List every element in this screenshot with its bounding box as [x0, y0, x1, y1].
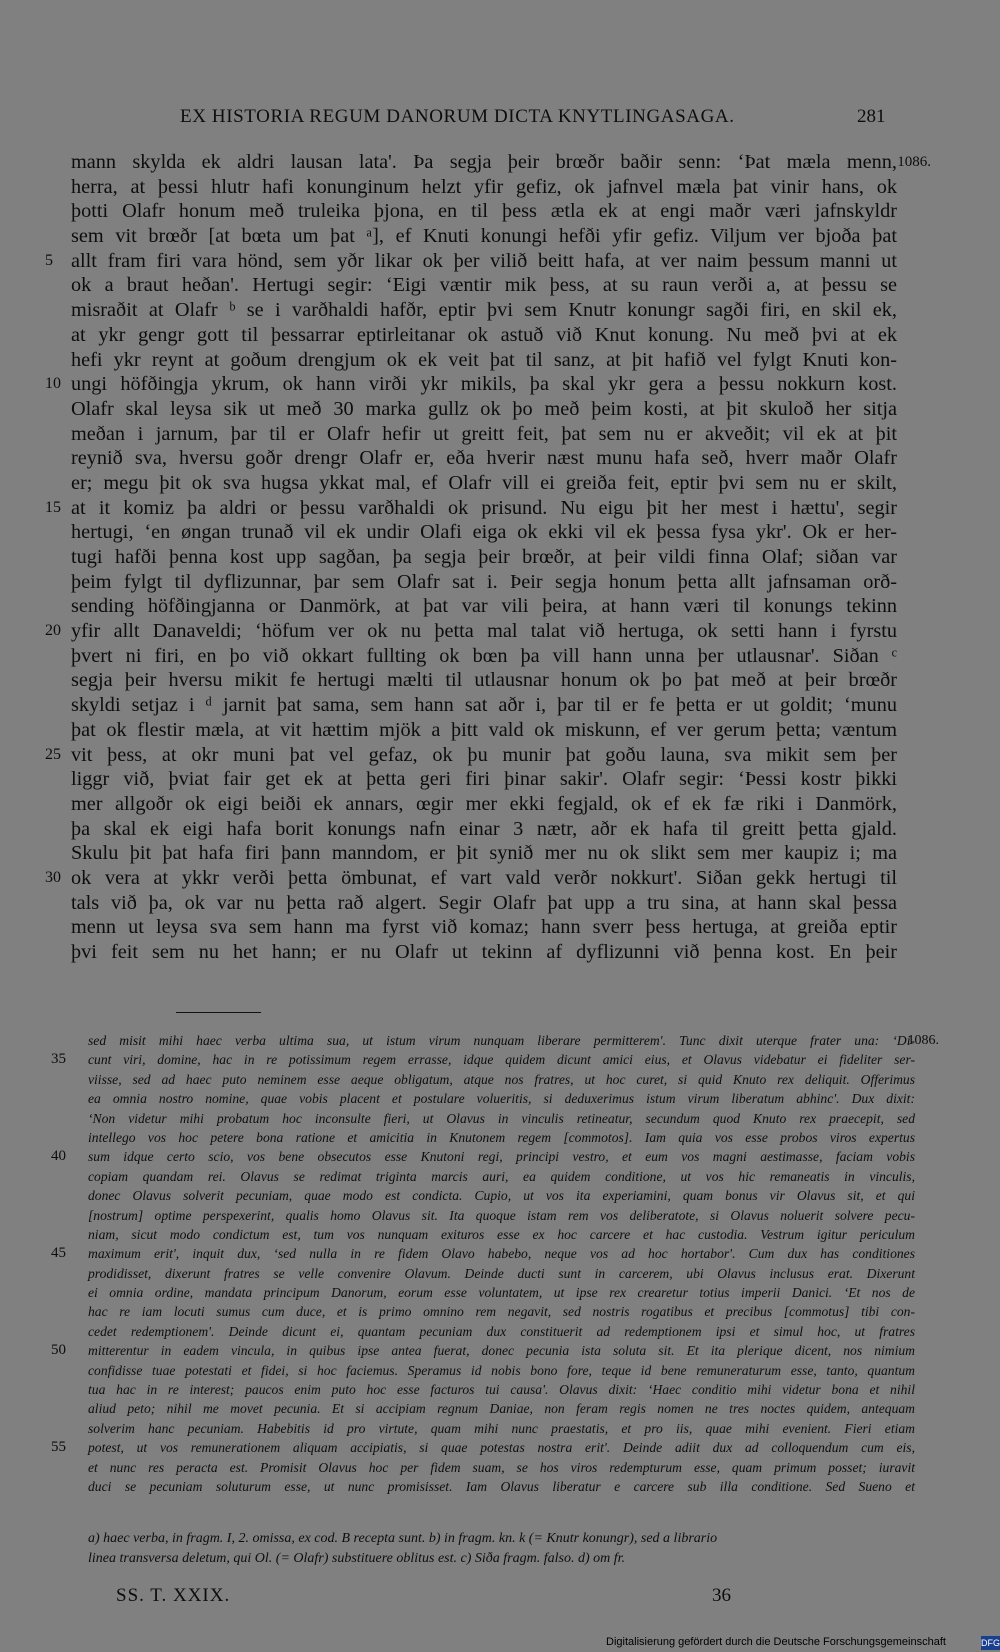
line-number: 55 — [51, 1439, 66, 1456]
funding-note: Digitalisierung gefördert durch die Deutsche Forschungsgemeinschaft — [606, 1636, 946, 1648]
text-line — [45, 496, 897, 521]
page-number: 281 — [857, 106, 886, 127]
sheet-number: 36 — [712, 1585, 731, 1606]
text-line — [71, 224, 897, 249]
text-line — [71, 175, 897, 200]
line-text: donec Olavus solverit pecuniam, quae modo est condicta. Cupio, ut vos ita experiamini, quam bonus vir Olavus sit, et qui — [88, 1188, 915, 1204]
line-text: ok a braut heðan'. Hertugi segir: ‘Eigi væntir mik þess, at su raun verði a, at þessu se — [71, 274, 897, 297]
line-text: þvi feit sem nu het hann; er nu Olafr ut tekinn af dyflizunni við þenna kost. En þeir — [71, 941, 897, 963]
line-text: þotti Olafr honum með truleika þjona, en til þess ætla ek at engi maðr væri jafnskyldr — [71, 200, 897, 223]
latin-line — [88, 1167, 915, 1186]
text-line — [45, 372, 897, 397]
latin-line — [88, 1283, 915, 1302]
line-text: duci se pecuniam soluturum esse, ut nunc promisisset. Iam Olavus liberatur e carcere sub illa conditione. Sed Sueno et — [88, 1478, 915, 1494]
line-text: þeim fylgt til dyflizunnar, þar sem Olafr sat i. Þeir segja honum þetta allt jafnsaman orð- — [71, 570, 897, 593]
text-line — [71, 693, 897, 718]
latin-line — [88, 1109, 915, 1128]
text-line — [71, 668, 897, 693]
text-line — [71, 841, 897, 866]
text-line — [71, 545, 897, 570]
text-line — [71, 348, 897, 373]
line-text: intellego vos hoc petere bona ratione et amicitia in Knutonem regem [commotos]. Iam quia vos esse probos viros expertus — [88, 1129, 915, 1145]
latin-line — [88, 1264, 915, 1283]
margin-year: 1086. — [897, 154, 931, 170]
line-text: Skulu þit þat hafa firi þann manndom, er þit synið mer nu ok slikt sem mer kaupiz i; ma — [71, 842, 897, 865]
line-text: ‘Non videtur mihi probatum hoc inconsulte fieri, ut Olavus in vinculis retineatur, secundum quod Knuto rex praecepit, sed — [88, 1110, 915, 1126]
line-text: herra, at þessi hlutr hafi konunginum helzt yfir gefiz, ok jafnvel mæla þat vinir hans, ok — [71, 175, 897, 198]
line-text: cunt viri, domine, hac in re potissimum regem errasse, idque quidem dicunt amici eius, et Olavus videbatur ei fideliter ser- — [88, 1052, 915, 1068]
latin-line — [51, 1147, 915, 1166]
text-line — [45, 249, 897, 274]
line-number: 15 — [45, 498, 61, 516]
text-line — [71, 767, 897, 792]
line-number: 5 — [45, 251, 53, 269]
line-text: sem vit brœðr [at bœta um þat ᵃ], ef Knuti konungi hefði yfir gefiz. Viljum ver bjoða þat — [71, 225, 897, 248]
line-number: 20 — [45, 622, 61, 640]
latin-line — [88, 1186, 915, 1205]
line-text: [nostrum] optime perspexerint, qualis homo Olavus sit. Ita quoque istam rem vos deliberatote, si Olavus noluerit solvere pecu- — [88, 1207, 915, 1223]
latin-line — [88, 1361, 915, 1380]
latin-line — [88, 1225, 915, 1244]
line-number: 45 — [51, 1245, 66, 1262]
latin-line — [88, 1477, 915, 1496]
line-text: viisse, sed ad haec puto neminem esse aeque obligatum, atque nos fratres, ut hoc curet, si quid Knuto rex deliquit. Offerimus — [88, 1071, 915, 1087]
line-text: solverim hanc pecuniam. Habebitis id pro virtute, quam mihi nunc praestatis, et pro iis, quae mihi evenient. Fieri etiam — [88, 1420, 915, 1436]
latin-line — [88, 1031, 939, 1050]
line-number: 10 — [45, 375, 61, 393]
line-text: cedet redemptionem'. Deinde dicunt ei, quantam pecuniam dux constituerit ad redemptionem ipsi et simul hoc, ut fratres — [88, 1323, 915, 1339]
latin-translation — [51, 1031, 939, 1496]
text-line — [71, 323, 897, 348]
text-line — [71, 199, 897, 224]
latin-line — [88, 1089, 915, 1108]
line-text: þat ok flestir mæla, at vit hættim mjök a þitt vald ok miskunn, ef ver gerum þetta; væntum — [71, 718, 897, 741]
text-line — [71, 644, 897, 669]
line-number: 25 — [45, 745, 61, 763]
text-line — [71, 397, 897, 422]
line-text: segja þeir hversu mikit fe hertugi mælti til utlausnar honum ok þo þat með at þeir brœðr — [71, 669, 897, 692]
text-line — [71, 891, 897, 916]
text-line — [71, 792, 897, 817]
line-text: misraðit at Olafr ᵇ se i varðhaldi hafðr, eptir þvi sem Knutr konungr sagði firi, en skil ek, — [71, 299, 897, 322]
line-number: 35 — [51, 1051, 66, 1068]
text-line — [71, 520, 897, 545]
running-head: EX HISTORIA REGUM DANORUM DICTA KNYTLINGASAGA. — [180, 106, 735, 127]
line-text: et nunc res peracta est. Promisit Olavus hoc per fidem suam, se hos viros redempturum esse, quam primum posset; iuravit — [88, 1459, 915, 1475]
text-line — [71, 446, 897, 471]
line-text: mer allgoðr ok eigi beiði ek annars, œgir mer ekki fegjald, ok ef ek fæ riki i Danmörk, — [71, 792, 897, 815]
latin-line — [51, 1341, 915, 1360]
line-text: ok vera at ykkr verði þetta ömbunat, ef vart vald verðr nokkurt'. Siðan gekk hertugi til — [71, 866, 897, 889]
line-text: prodidisset, dixerunt fratres se velle convenire Olavum. Deinde ducti sunt in carcerem, ubi Olavus inclusus erat. Dixerunt — [88, 1265, 915, 1281]
line-text: liggr við, þviat fair get ek at þetta geri firi þinar sakir'. Olafr segir: ‘Þessi kostr þikki — [71, 768, 897, 791]
latin-line — [51, 1438, 915, 1457]
note-line: linea transversa deletum, qui Ol. (= Olafr) substituere oblitus est. c) Siða fragm. falso. d) om fr. — [88, 1551, 626, 1566]
latin-line — [88, 1206, 915, 1225]
text-line — [45, 619, 897, 644]
latin-line — [88, 1302, 915, 1321]
line-text: skyldi setjaz i ᵈ jarnit þat sama, sem hann sat aðr i, þar til er fe þetta er ut goldit; ‘munu — [71, 694, 897, 717]
text-line — [71, 471, 897, 496]
latin-line — [88, 1380, 915, 1399]
line-text: tugi hafði þenna kost upp sagðan, þa segja þeir brœðr, at þeir vildi finna Olaf; siðan var — [71, 546, 897, 568]
text-line — [71, 150, 931, 175]
line-text: ea omnia nostro nomine, quae vobis placent et postulare volueritis, si deduxerimus istum virum liberatum abhinc'. Dux dixit: — [88, 1091, 915, 1107]
line-number: 40 — [51, 1148, 66, 1165]
line-text: tua hac in re interest; paucos enim puto hoc esse facturos tui causa'. Olavus dixit: ‘Haec conditio mihi videtur bona et nihil — [88, 1382, 915, 1398]
line-text: mann skylda ek aldri lausan lata'. Þa segja þeir brœðr baðir senn: ‘Þat mæla menn, — [71, 151, 897, 173]
line-text: sed misit mihi haec verba ultima sua, ut istum virum nunquam liberare permitterem'. Tunc dixit uterque frater una: ‘Di- — [88, 1033, 915, 1048]
line-text: þa skal ek eigi hafa borit konungs nafn einar 3 nætr, aðr ek hafa til greitt þetta gjald. — [71, 817, 897, 840]
text-line — [45, 866, 897, 891]
line-text: er; megu þit ok sva hugsa ykkat mal, ef Olafr vill ei greiða feit, eptir þvi sem nu er skilt, — [71, 471, 897, 494]
volume-signature: SS. T. XXIX. — [116, 1585, 231, 1606]
latin-line — [51, 1244, 915, 1263]
latin-line — [88, 1070, 915, 1089]
line-text: maximum erit', inquit dux, ‘sed nulla in re fidem Olavo habebo, neque vos ad hoc hortabor'. Cum dux has conditiones — [88, 1246, 915, 1262]
line-text: sum idque certo scio, vos bene obsecutos esse Knutoni regi, principi vestro, et eum vos magni aestimasse, faciam vobis — [88, 1149, 915, 1165]
line-text: at it komiz þa aldri or þessu varðhaldi ok prisund. Nu eigu þit her mest i hættu', segir — [71, 496, 897, 519]
text-line — [71, 422, 897, 447]
line-text: yfir allt Danaveldi; ‘höfum ver ok nu þetta mal talat við hertuga, ok setti hann i fyrstu — [71, 620, 897, 643]
latin-line — [88, 1399, 915, 1418]
line-text: reynið sva, hversu goðr drengr Olafr er, eða hverir næst munu hafa seð, hverr maðr Olafr — [71, 447, 897, 470]
dfg-logo: DFG — [981, 1638, 1000, 1648]
line-text: hefi ykr reynt at goðum drengjum ok ek veit þat til sanz, at þit hafið vel fylgt Knuti kon- — [71, 348, 897, 371]
margin-year: 1086. — [907, 1033, 939, 1048]
text-line — [71, 940, 897, 965]
text-line — [71, 298, 897, 323]
latin-line — [51, 1050, 915, 1069]
line-text: hac re iam locuti sumus cum duce, et is primo omnino rem negavit, sed nostris rogatibus et precibus [commotus] tibi con- — [88, 1304, 915, 1320]
line-text: confidisse tuae potestati et fidei, si hoc faciemus. Speramus id nobis bono fore, teque id bene remuneraturum esse, tanto, quantum — [88, 1362, 915, 1378]
footnote-rule — [176, 1012, 261, 1013]
line-text: ungi höfðingja ykrum, ok hann virði ykr mikils, þa skal ykr gera a þessu nokkurn kost. — [71, 373, 897, 396]
line-text: at ykr gengr gott til þessarrar eptirleitanar ok astuð við Knut konung. Nu með þvi at ek — [71, 323, 897, 346]
line-text: mitterentur in eadem vincula, in quibus ipse antea fuerat, donec pecunia ista soluta sit. Et ita plerique dicent, nos nimium — [88, 1343, 915, 1359]
line-text: aliud peto; nihil me movet pecunia. Et si accipiam regnum Daniae, non feram regis nomen ne tres noctes quidem, antequam — [88, 1401, 915, 1417]
line-number: 50 — [51, 1342, 66, 1359]
latin-line — [88, 1128, 915, 1147]
line-text: niam, sicut modo condictum est, tum vos nunquam exituros esse ex hoc carcere et hac custodia. Vestrum igitur periculum — [88, 1226, 915, 1242]
line-text: vit þess, at okr muni þat vel gefaz, ok þu munir þat goðu launa, sva mikit sem þer — [71, 743, 897, 766]
old-norse-text — [45, 150, 931, 965]
line-text: hertugi, ‘en øngan trunað vil ek undir Olafi eiga ok ekki vil ek þessa fysa ykr'. Ok er her- — [71, 521, 897, 544]
line-text: potest, ut vos remunerationem aliquam accipiatis, si quae potestas nostra erit'. Deinde adiit dux ad colloquendum cum eis, — [88, 1440, 915, 1456]
text-line — [71, 817, 897, 842]
line-text: copiam quandam rei. Olavus se redimat triginta marcis auri, ea quidem conditione, ut vos hic remaneatis in vinculis, — [88, 1168, 915, 1184]
text-line — [71, 594, 897, 619]
line-text: sending höfðingjanna or Danmörk, at þat var vili þeira, at hann væri til konungs tekinn — [71, 595, 897, 618]
line-text: Olafr skal leysa sik ut með 30 marka gullz ok þo með þeim kosti, at þit skuloð her sitja — [71, 397, 897, 420]
text-line — [71, 915, 897, 940]
critical-notes — [88, 1529, 915, 1569]
text-line — [45, 743, 897, 768]
line-text: þvert ni firi, en þo við okkart fullting ok bœn þa vill hann unna þer utlausnar'. Siðan ᶜ — [71, 644, 897, 667]
text-line — [71, 273, 897, 298]
latin-line — [88, 1419, 915, 1438]
line-number: 30 — [45, 868, 61, 886]
line-text: menn ut leysa sva sem hann ma fyrst við komaz; hann sverr þess hertuga, at greiða eptir — [71, 916, 897, 939]
note-line: a) haec verba, in fragm. I, 2. omissa, ex cod. B recepta sunt. b) in fragm. kn. k (= Knutr konungr), sed a librario — [88, 1531, 718, 1546]
text-line — [71, 718, 897, 743]
text-line — [71, 570, 897, 595]
latin-line — [88, 1322, 915, 1341]
line-text: allt fram firi vara hönd, sem yðr likar ok þer vilið beitt hafa, at ver naim þessum manni ut — [71, 249, 897, 272]
line-text: meðan i jarnum, þar til er Olafr hefir ut greitt feit, þat sem nu er akveðit; vil ek at þit — [71, 422, 897, 445]
latin-line — [88, 1458, 915, 1477]
line-text: tals við þa, ok var nu þetta rað algert. Segir Olafr þat upp a tru sina, at hann skal þessa — [71, 891, 897, 914]
line-text: ei omnia ordine, mandata principum Danorum, eorum esse voluntatem, ut ipse rex crearetur totius imperii Danici. ‘Et nos de — [88, 1285, 915, 1301]
